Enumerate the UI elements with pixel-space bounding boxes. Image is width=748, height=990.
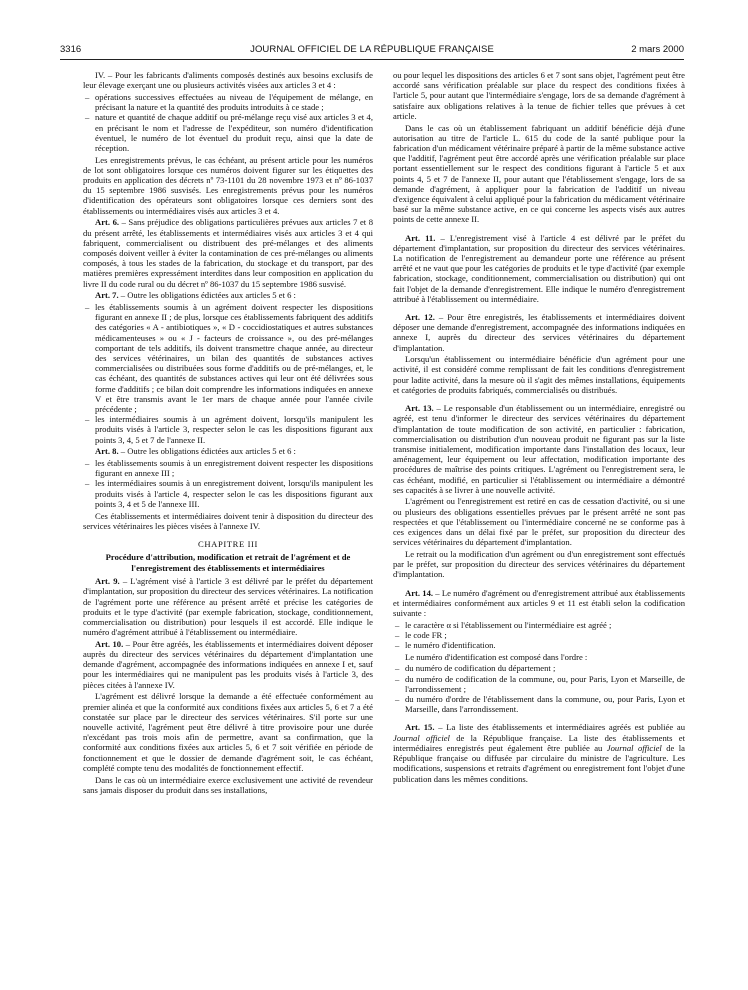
paragraph: Le retrait ou la modification d'un agrément ou d'un enregistrement sont effectués par le préfet, sur proposition du directeur des services vétérinaires du département d'implantation. (393, 548, 685, 580)
article-text: – Sans préjudice des obligations particulières prévues aux articles 7 et 8 du présent arrêté, les établissements et intermédiaires visés aux articles 3 et 4 qui fabriquent, commercialisent ou distribuent des pré-mélanges et des aliments composés doivent veiller à éviter la contamination de ces pré-mélanges ou aliments composés, à tous les stades de la fabrication, du stockage et du transport, par des matières premières expressément interdites dans leur composition en application du livre II du code rural ou du décret nº 86-1037 du 15 septembre 1986 susvisé. (83, 217, 373, 289)
list-item: – du numéro d'ordre de l'établissement dans la commune, ou, pour Paris, Lyon et Marseille, dans l'arrondissement. (393, 694, 685, 714)
list-item: – le caractère α si l'établissement ou l'intermédiaire est agréé ; (393, 620, 685, 630)
article-9 (83, 576, 373, 637)
journal-reference: Journal officiel (606, 742, 662, 753)
article-text: – Outre les obligations édictées aux articles 5 et 6 : (118, 290, 296, 301)
article-text: – L'enregistrement visé à l'article 4 est délivré par le préfet du département d'implantation, sur proposition du directeur des services vétérinaires. La notification de l'enregistrement au demandeur porte une référence au présent arrêté et ne vaut que pour les catégories de produits et le type d'activité (par exemple fabrication, stockage, conditionnement, commercialisation ou distribution) qui ont fait l'objet de la demande d'enregistrement. Elle indique le numéro d'enregistrement attribué à l'établissement ou intermédiaire. (393, 232, 685, 304)
list-item: – les établissements soumis à un enregistrement doivent respecter les dispositions figurant en annexe III ; (83, 458, 373, 478)
left-column (83, 70, 373, 796)
article-label: Art. 7. (95, 290, 119, 301)
article-text: – La liste des établissements et intermédiaires agréés est publiée au (434, 722, 685, 733)
list-item: – les établissements soumis à un agrément doivent respecter les dispositions figurant en annexe II ; de plus, lorsque ces établissements fabriquent des additifs des catégories « A - antibiotiques », « D - coccidiostatiques et autres substances médicamenteuses » ou « J - facteurs de croissance », ou des pré-mélanges comportant de tels additifs, ils doivent transmettre chaque année, au directeur des services vétérinaires, un bilan des quantités de substances actives commercialisées ou distribuées sous forme d'additifs ou de pré-mélanges, et, le cas échéant, des quantités de substances actives qui leur ont été délivrées sous forme d'additifs ; ce bilan doit comprendre les informations indiquées en annexe V et être transmis avant le 1er mars de chaque année pour l'année civile précédente ; (83, 302, 373, 414)
article-8-list (83, 458, 373, 509)
chapter-heading: CHAPITRE III (198, 538, 258, 549)
article-8 (83, 446, 373, 456)
issue-date: 2 mars 2000 (631, 44, 684, 55)
article-10 (83, 639, 373, 690)
right-column (393, 70, 685, 785)
article-6 (83, 217, 373, 288)
article-text: de la République française. La liste des établissements et intermédiaires enregistrés peut également être publiée au (393, 732, 686, 753)
paragraph: L'agrément ou l'enregistrement est retiré en cas de cessation d'activité, ou si une ou plusieurs des obligations essentielles prévues par le présent arrêté ne sont pas respectées et que l'établissement ou l'intermédiaire concerné ne se conforme pas à ces exigences dans un délai fixé par le préfet, sur proposition du directeur des services vétérinaires du département d'implantation. (393, 496, 685, 548)
article-text: de la République française ou diffusée par circulaire du ministre de l'agriculture. Les modifications, suspensions et retraits d'agrément ou enregistrement font l'objet d'une publication dans les mêmes conditions. (393, 742, 685, 784)
journal-reference: Journal officiel (393, 732, 450, 743)
article-11 (393, 233, 685, 304)
chapter-title: Procédure d'attribution, modification et retrait de l'agrément et de l'enregistrement des établissements et intermédiaires (105, 552, 351, 573)
page-number: 3316 (60, 44, 82, 55)
article-14 (393, 588, 685, 619)
article-14-list (393, 620, 685, 651)
paragraph: Dans le cas où un intermédiaire exerce exclusivement une activité de revendeur sans jamais disposer du produit dans ses installations, (83, 774, 373, 795)
list-item: – le numéro d'identification. (393, 640, 685, 650)
page-header (60, 44, 684, 58)
article-text: – Le responsable d'un établissement ou un intermédiaire, enregistré ou agréé, est tenu d'informer le directeur des services vétérinaires du département d'implantation de toute modification de son activité, en particulier : fabrication, commercialisation ou distribution d'un nouveau produit ne figurant pas sur la liste transmise initialement, modification importante dans l'installation des locaux, leur aménagement, leur équipement ou leur affectation, modification importante des procédures de maîtrise des points critiques. L'agrément ou l'enregistrement sera, le cas échéant, modifié, en particulier si l'établissement ou intermédiaire a démontré ses capacités à se livrer à une nouvelle activité. (393, 403, 686, 495)
list-item: – le code FR ; (393, 630, 685, 640)
article-text: – Outre les obligations édictées aux articles 5 et 6 : (118, 446, 296, 457)
list-item: – nature et quantité de chaque additif ou pré-mélange reçu visé aux articles 3 et 4, en précisant le nom et l'adresse de l'expéditeur, son numéro d'identification éventuel, le numéro de lot éventuel du produit reçu, ainsi que la date de réception. (83, 112, 373, 153)
list-item: – opérations successives effectuées au niveau de l'équipement de mélange, en précisant la nature et la quantité des produits introduits à ce stade ; (83, 92, 373, 112)
article-label: Art. 14. (405, 587, 434, 598)
section-iv-list (83, 92, 373, 153)
paragraph: L'agrément est délivré lorsque la demande a été effectuée conformément au premier alinéa et que la conformité aux conditions fixées aux articles 5, 6 et 7 a été constatée sur place par le directeur des services vétérinaires. S'il porte sur une nouvelle activité, l'agrément peut être délivré à titre provisoire pour une durée n'excédant pas trois mois afin de permettre, avant sa confirmation, que la conformité aux conditions fixées aux articles 5, 6 et 7 soit vérifiée en période de fonctionnement et que le dossier de demande d'agrément soit, le cas échéant, complété compte tenu des modalités de fonctionnement effectif. (83, 691, 373, 773)
paragraph: Le numéro d'identification est composé dans l'ordre : (405, 651, 588, 662)
identification-list (393, 663, 685, 714)
article-text: – Le numéro d'agrément ou d'enregistrement attribué aux établissements et intermédiaires conformément aux articles 9 et 11 est établi selon la codification suivante : (393, 587, 685, 618)
article-text: – L'agrément visé à l'article 3 est délivré par le préfet du département d'implantation, sur proposition du directeur des services vétérinaires. La notification de l'agrément porte une référence au présent arrêté et précise les catégories de produits et le type d'activité (par exemple fabrication, stockage, conditionnement, commercialisation ou distribution) pour lesquels il est accordé. Elle indique le numéro d'agrément attribué à l'établissement ou intermédiaire. (83, 576, 373, 638)
article-label: Art. 15. (405, 722, 435, 733)
article-12 (393, 312, 685, 353)
article-label: Art. 10. (95, 638, 124, 649)
article-label: Art. 12. (405, 311, 435, 322)
journal-title: JOURNAL OFFICIEL DE LA RÉPUBLIQUE FRANÇAISE (250, 44, 494, 55)
header-rule (60, 59, 684, 60)
list-item: – les intermédiaires soumis à un enregistrement doivent, lorsqu'ils manipulent les produits visés à l'article 4, respecter selon le cas les dispositions figurant aux points 3, 4 et 5 de l'annexe III. (83, 478, 373, 509)
paragraph: Dans le cas où un établissement fabriquant un additif bénéficie déjà d'une autorisation au titre de l'article L. 615 du code de la santé publique pour la fabrication d'un médicament vétérinaire préparé à partir de la même substance active que l'additif, l'agrément peut être accordé après une vérification préalable sur place portant essentiellement sur le respect des conditions figurant à l'article 5 et aux points 4, 5 et 7 de l'annexe II, pour autant que l'établissement s'engage, lors de sa demande d'agrément, à appliquer pour la fabrication de l'additif un niveau d'exigence équivalent à celui appliqué pour la fabrication du médicament vétérinaire basé sur la même substance active, en ce qui concerne les aspects visés aux autres points de cette annexe II. (393, 122, 685, 225)
article-7-list (83, 302, 373, 445)
article-label: Art. 13. (405, 403, 434, 414)
article-7 (83, 290, 373, 300)
article-13 (393, 403, 685, 495)
article-label: Art. 6. (95, 217, 120, 228)
list-item: – du numéro de codification de la commune, ou, pour Paris, Lyon et Marseille, de l'arrondissement ; (393, 674, 685, 694)
article-label: Art. 8. (95, 446, 119, 457)
paragraph: ou pour lequel les dispositions des articles 6 et 7 sont sans objet, l'agrément peut être accordé sans vérification préalable sur place du respect des conditions fixées à l'article 5, pour autant que l'intermédiaire s'engage, lors de sa demande d'agrément à satisfaire aux obligations relatives à la tenue de fichier telles que prévues à cet article. (393, 70, 685, 121)
paragraph: Les enregistrements prévus, le cas échéant, au présent article pour les numéros de lot sont obligatoires lorsque ces numéros doivent figurer sur les étiquettes des produits en application des décrets nº 73-1101 du 28 novembre 1973 et nº 86-1037 du 15 septembre 1986 susvisés. Les enregistrements prévus pour les numéros d'identification des opérateurs sont obligatoires lorsque ces derniers sont des établissements ou intermédiaires visés aux articles 3 et 4. (83, 154, 373, 216)
paragraph: Lorsqu'un établissement ou intermédiaire bénéficie d'un agrément pour une activité, il est considéré comme remplissant de fait les conditions d'enregistrement pour ladite activité, dans la mesure où il s'agit des mêmes installations, équipements et catégories de produits fabriqués, commercialisés ou distribués. (393, 354, 685, 395)
article-15 (393, 722, 685, 783)
article-label: Art. 11. (405, 232, 436, 243)
article-text: – Pour être enregistrés, les établissements et intermédiaires doivent déposer une demande d'enregistrement, accompagnée des informations indiquées en annexe I, auprès du directeur des services vétérinaires du département d'implantation. (393, 311, 686, 353)
section-iv-intro: IV. – Pour les fabricants d'aliments composés destinés aux besoins exclusifs de leur élevage exerçant une ou plusieurs activités visées aux articles 3 et 4 : (83, 70, 373, 91)
paragraph: Ces établissements et intermédiaires doivent tenir à disposition du directeur des services vétérinaires les pièces visées à l'annexe IV. (83, 510, 373, 531)
article-label: Art. 9. (95, 576, 120, 587)
article-text: – Pour être agréés, les établissements et intermédiaires doivent déposer auprès du directeur des services vétérinaires du département d'implantation une demande d'agrément, accompagnée des informations indiquées en annexe I et, sauf pour les intermédiaires qui ne manipulent pas les produits visés à l'article 3, des pièces citées à l'annexe IV. (83, 638, 374, 690)
list-item: – les intermédiaires soumis à un agrément doivent, lorsqu'ils manipulent les produits visés à l'article 3, respecter selon le cas les dispositions figurant aux points 3, 4, 5 et 7 de l'annexe II. (83, 414, 373, 445)
list-item: – du numéro de codification du département ; (393, 663, 685, 673)
